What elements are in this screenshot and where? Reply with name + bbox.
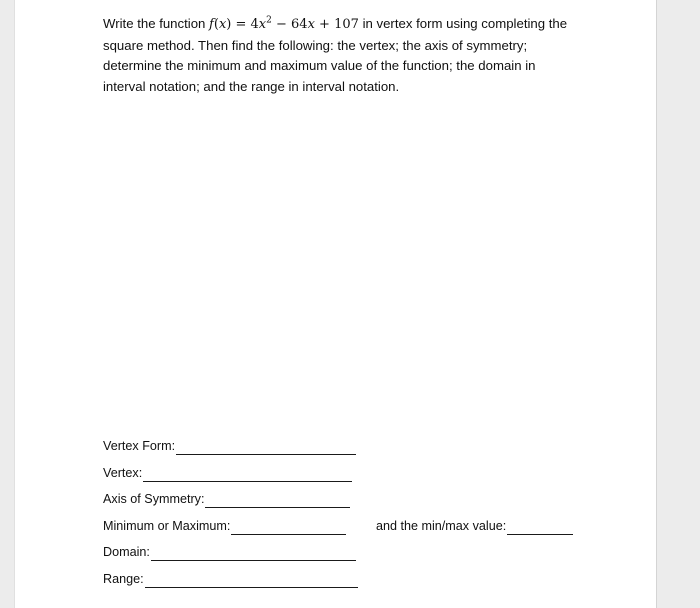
axis-of-symmetry-label: Axis of Symmetry: [103, 492, 205, 506]
domain-label: Domain: [103, 545, 150, 559]
min-max-blank[interactable] [231, 520, 346, 535]
vertex-row [103, 464, 352, 482]
vertex-form-row [103, 437, 356, 455]
question-instructions: in vertex form using completing the square method. Then find the following: the vertex; the axis of symmetry; determine the minimum and maximum value of the function; the domain in interval notation; and the range in interval notation. [103, 16, 568, 94]
question-text [103, 14, 573, 97]
vertex-label: Vertex: [103, 466, 143, 480]
domain-row [103, 543, 356, 561]
vertex-form-label: Vertex Form: [103, 439, 176, 453]
range-label: Range: [103, 572, 144, 586]
question-intro: Write the function [103, 16, 210, 31]
vertex-form-blank[interactable] [176, 440, 356, 455]
min-max-value-label: and the min/max value: [376, 519, 507, 533]
min-max-value-blank[interactable] [507, 520, 573, 535]
domain-blank[interactable] [151, 546, 356, 561]
axis-of-symmetry-row [103, 490, 350, 508]
min-max-row [103, 517, 346, 535]
range-blank[interactable] [145, 573, 358, 588]
vertex-blank[interactable] [143, 467, 352, 482]
range-row [103, 570, 358, 588]
function-expression: $f(x) = 4x^2 - 64x + 107$ [209, 15, 359, 32]
axis-of-symmetry-blank[interactable] [205, 493, 350, 508]
min-max-value-group [376, 517, 573, 535]
min-max-label: Minimum or Maximum: [103, 519, 231, 533]
